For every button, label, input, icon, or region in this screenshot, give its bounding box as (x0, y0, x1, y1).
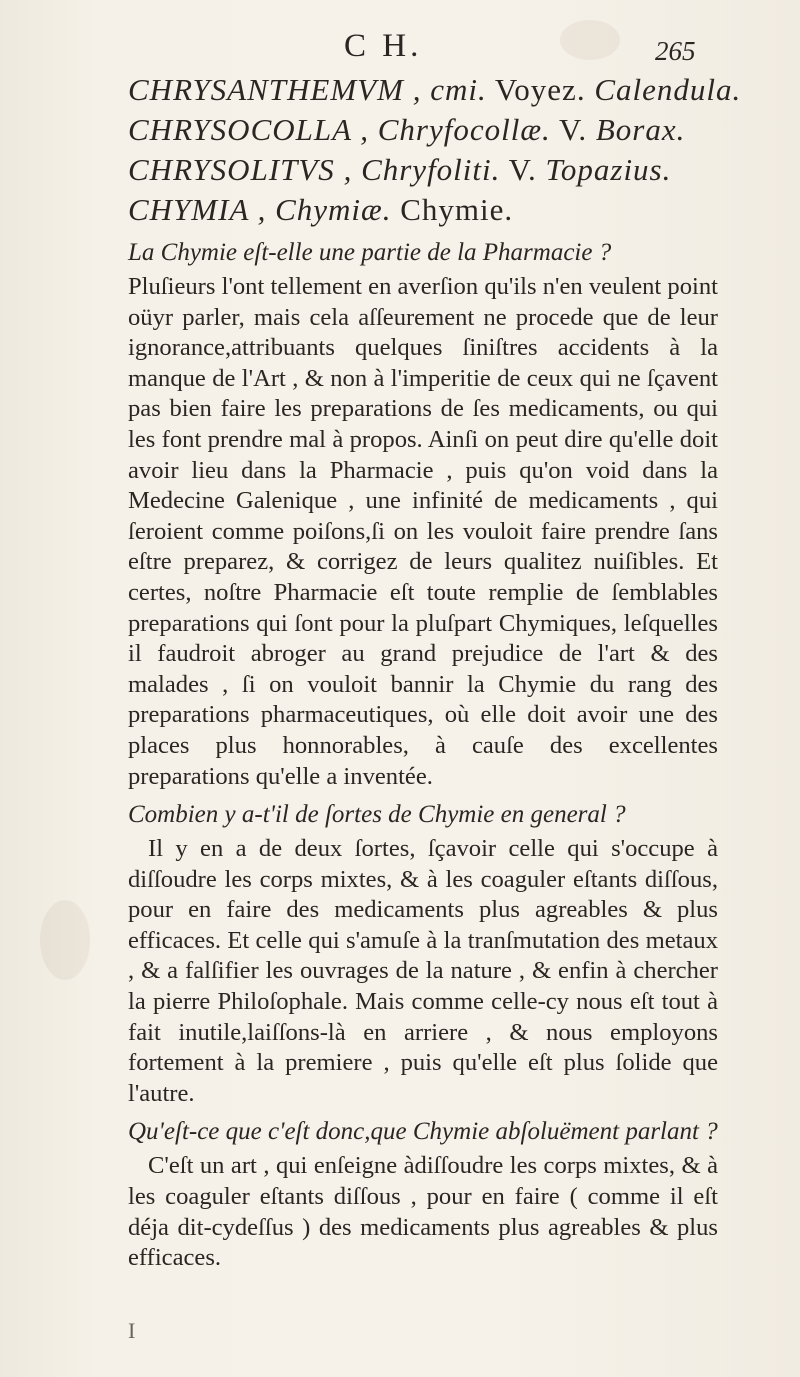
dictionary-entry: CHRYSOLITVS , Chryfoliti. V. Topazius. (128, 152, 672, 187)
entry-abbreviation: cmi. (430, 72, 487, 107)
running-head: C H. (344, 28, 423, 64)
entry-definition: Voyez. (486, 72, 595, 107)
dictionary-entry: CHYMIA , Chymiæ. Chymie. (128, 192, 514, 227)
entry-reference: Topazius. (545, 152, 672, 187)
page-text (128, 70, 742, 1274)
section-question: Combien y a-t'il de ſortes de Chymie en general ? (128, 801, 626, 829)
entry-abbreviation: Chymiæ. (275, 192, 392, 227)
entry-definition: Chymie. (391, 192, 514, 227)
entry-headword: CHYMIA (128, 192, 249, 227)
signature-mark: I (128, 1318, 136, 1343)
entry-headword: CHRYSOCOLLA (128, 112, 352, 147)
section-paragraph: Pluſieurs l'ont tellement en averſion qu'ils n'en veulent point oüyr parler, mais cela aſſeurement ne procede que de leur ignorance,attribuants quelques ſiniſtres accidents à la manque de l'Art , & non à l'imperitie de ceux qui ne ſçavent pas bien faire les preparations de ſes medicaments, ou qui les font prendre mal à propos. Ainſi on peut dire qu'elle doit avoir lieu dans la Pharmacie , puis qu'on void dans la Medecine Galenique , une infinité de medicaments , qui ſeroient comme poiſons,ſi on les vouloit faire prendre ſans eſtre preparez, & corrigez de leurs qualitez nuiſibles. Et certes, noſtre Pharmacie eſt toute remplie de ſemblables preparations qui ſont pour la pluſpart Chymiques, leſquelles il faudroit abroger au grand prejudice de l'art & des malades , ſi on vouloit bannir la Chymie du rang des preparations pharmaceutiques, où elle doit avoir une des places plus honnorables, à cauſe des excellentes preparations qu'elle a inventée. (128, 273, 718, 790)
dictionary-entry: CHRYSANTHEMVM , cmi. Voyez. Calendula. (128, 72, 742, 107)
section-question: Qu'eſt-ce que c'eſt donc,que Chymie abſoluëment parlant ? (128, 1118, 718, 1146)
page-header (0, 28, 800, 68)
entry-reference: Calendula. (594, 72, 742, 107)
entry-headword: CHRYSANTHEMVM (128, 72, 404, 107)
entry-headword: CHRYSOLITVS (128, 152, 335, 187)
section-question: La Chymie eſt-elle une partie de la Pharmacie ? (128, 239, 612, 266)
dictionary-entry: CHRYSOCOLLA , Chryfocollæ. V. Borax. (128, 112, 686, 147)
entry-definition: V. (550, 112, 596, 147)
entry-abbreviation: Chryfocollæ. (377, 112, 551, 147)
section-paragraph: Il y en a de deux ſortes, ſçavoir celle qui s'occupe à diſſoudre les corps mixtes, & à les coaguler eſtants diſſous, pour en faire des medicaments plus agreables & plus efficaces. Et celle qui s'amuſe à la tranſmutation des metaux , & a falſifier les ouvrages de la nature , & enfin à chercher la pierre Philoſophale. Mais comme celle-cy nous eſt tout à fait inutile,laiſſons-là en arriere , & nous employons fortement à la premiere , puis qu'elle eſt plus ſolide que l'autre. (128, 835, 718, 1107)
entry-reference: Borax. (595, 112, 686, 147)
section-paragraph: C'eſt un art , qui enſeigne àdiſſoudre les corps mixtes, & à les coaguler eſtants diſſous , pour en faire ( comme il eſt déja dit-cydeſſus ) des medicaments plus agreables & plus efficaces. (128, 1152, 718, 1272)
entry-definition: V. (500, 152, 546, 187)
page-number: 265 (655, 36, 696, 66)
entry-abbreviation: Chryfoliti. (361, 152, 501, 187)
